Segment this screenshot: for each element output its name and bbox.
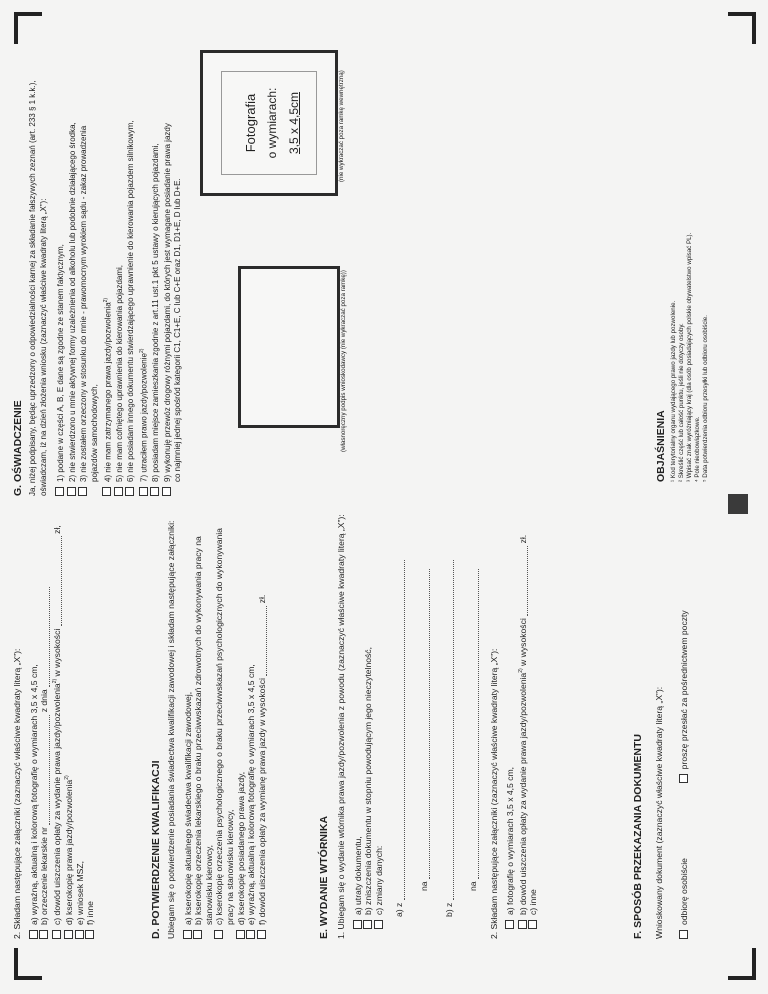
list-item-continuation: pracy na stanowisku kierowcy, [224,809,235,925]
section-d-qualifications [150,521,267,939]
section-g-title: G. OŚWIADCZENIE [12,400,24,496]
checkbox[interactable] [214,930,223,939]
corner-mark-bottom-left [728,948,756,980]
dotted-line[interactable] [396,560,405,900]
list-item[interactable]: c) dowód uiszczenia opłaty za wydanie prawa jazdy/pozwolenia$^{2)}$ w wysokości zł, [50,525,62,939]
checkbox[interactable] [85,930,94,939]
change-from-line[interactable]: a) z [394,539,405,917]
checkbox[interactable] [518,920,527,929]
checkbox[interactable] [39,930,48,939]
photo-caption: (nie wykraczać poza ramkę wewnętrzną) [338,70,345,182]
section-f-title: F. SPOSÓB PRZEKAZANIA DOKUMENTU [632,734,644,939]
list-item[interactable]: d) kserokopię prawa jazdy/pozwolenia$^{2)}$ [62,525,74,939]
checkbox[interactable] [29,930,38,939]
section-g-intro-1: Ja, niżej podpisany, będąc uprzedzony o odpowiedzialności karnej za składanie fałszywych zeznań (art. 233 § 1 k.k.), [28,80,37,496]
dotted-line[interactable] [519,546,528,616]
section-2-heading: 2. Składam następujące załączniki (zaznaczyć właściwe kwadraty literą „X”): [12,648,22,939]
checkbox[interactable] [363,920,372,929]
scan-registration-mark [728,494,748,514]
checkbox[interactable] [257,930,266,939]
change-from-line[interactable]: b) z [444,539,455,917]
checkbox[interactable] [353,920,362,929]
delivery-options: odbiorę osobiście proszę przesłać za pośrednictwem poczty [679,610,690,939]
change-to-line[interactable]: na [419,539,430,917]
list-item[interactable]: e) wyraźną, aktualną i kolorową fotografię o wymiarach 3,5 x 4,5 cm, [246,521,257,939]
checkbox[interactable] [78,487,87,496]
list-item[interactable]: c) kserokopię orzeczenia psychologicznego o braku przeciwwskazań psychologicznych do wykonywania [214,521,225,939]
dotted-line[interactable] [470,569,479,879]
list-item[interactable]: d) kserokopię posiadanego prawa jazdy, [236,521,247,939]
list-item-continuation: co najmniej jednej spośród kategorii C1, C1+E, C lub C+E oraz D1, D1+E, D lub D+E. [173,178,183,482]
list-item[interactable]: a) wyraźną, aktualną i kolorową fotografię o wymiarach 3,5 x 4,5 cm, [29,525,40,939]
list-item[interactable]: b) kserokopię orzeczenia lekarskiego o braku przeciwwskazań zdrowotnych do wykonywania pracy na [193,521,204,939]
section-g-declaration [12,26,184,496]
signature-caption: (własnoręczny podpis wnioskodawcy (nie wykraczać poza ramkę)) [340,270,347,452]
section-e-title: E. WYDANIE WTÓRNIKA [318,815,330,939]
section-d-intro: Ubiegam się o potwierdzenie posiadania świadectwa kwalifikacji zawodowej i składam następujące załączniki: [166,520,176,939]
checkbox[interactable] [193,930,202,939]
change-to-line[interactable]: na [468,539,479,917]
checkbox-post[interactable] [679,774,688,783]
section-2-attachments [12,525,96,939]
checkbox-pickup[interactable] [679,930,688,939]
dotted-line[interactable] [445,560,454,900]
checkbox[interactable] [52,930,61,939]
notes-title: OBJAŚNIENIA [655,410,667,482]
list-item[interactable]: c) inne [528,539,539,929]
note-item: ⁴ Pole nieobowiązkowe. [694,416,701,482]
checkbox[interactable] [75,930,84,939]
checkbox[interactable] [236,930,245,939]
dotted-line[interactable] [53,536,62,626]
checkbox[interactable] [55,487,64,496]
list-item[interactable]: b) zniszczenia dokumentu w stopniu powodującym jego nieczytelność, [363,539,374,929]
signature-box[interactable] [238,266,340,428]
list-item-continuation: pojazdów samochodowych, [89,384,99,482]
section-d-title: D. POTWIERDZENIE KWALIFIKACJI [150,760,162,939]
list-item[interactable]: a) fotografię o wymiarach 3,5 x 4,5 cm, [505,539,516,929]
photo-box[interactable] [200,50,338,196]
list-item[interactable]: 7) utraciłem prawo jazdy/pozwolenie$^{2)}$ [137,26,150,496]
section-e-duplicate [318,514,539,939]
section-e-q1: 1. Ubiegam się o wydanie wtórnika prawa jazdy/pozwolenia z powodu (zaznaczyć właściwe kwadraty literą „X”): [336,514,346,939]
section-e-q2: 2. Składam następujące załączniki (zaznaczyć właściwe kwadraty literą „X”): [488,648,499,939]
checkbox[interactable] [183,930,192,939]
checkbox[interactable] [246,930,255,939]
checkbox[interactable] [139,487,148,496]
section-g-intro-2: oświadczam, iż na dzień złożenia wniosku (zaznaczyć właściwe kwadraty literą „X”): [38,198,48,496]
checkbox[interactable] [125,487,134,496]
section-f-intro: Wnioskowany dokument (zaznaczyć właściwe kwadraty literą „X”): [654,686,664,939]
checkbox[interactable] [114,487,123,496]
list-item[interactable]: b) dowód uiszczenia opłaty za wydanie prawa jazdy/pozwolenia$^{2)}$ w wysokości zł. [516,539,528,929]
checkbox[interactable] [150,487,159,496]
dotted-line[interactable] [258,606,267,676]
checkbox[interactable] [374,920,383,929]
note-item: ¹ Kod terytorialny organu wydającego prawo jazdy lub pozwolenie. [670,300,677,482]
list-item[interactable]: 1) podane w części A, B, E dane są zgodne ze stanem faktycznym, [55,26,67,496]
list-item[interactable]: c) zmiany danych: [374,539,385,929]
list-item[interactable]: 3) nie zostałem orzeczony w stosunku do mnie - prawomocnym wyrokiem sądu - zakaz prowadzenia [78,26,90,496]
notes-section [655,233,710,482]
list-item[interactable]: 6) nie posiadam innego dokumentu stwierdzającego uprawnienie do kierowania pojazdem silnikowym, [125,26,137,496]
list-item[interactable]: 4) nie mam zatrzymanego prawa jazdy/pozwolenia$^{2)}$ [101,26,114,496]
list-item[interactable]: f) dowód uiszczenia opłaty za wymianę prawa jazdy w wysokości zł. [257,521,268,939]
checkbox[interactable] [528,920,537,929]
list-item[interactable]: 5) nie mam cofniętego uprawnienia do kierowania pojazdami, [114,26,126,496]
list-item[interactable]: b) orzeczenie lekarskie nr z dnia [39,525,50,939]
dotted-line[interactable] [41,715,50,825]
checkbox[interactable] [67,487,76,496]
list-item[interactable]: 9) wykonuję przewóz drogowy różnymi pojazdami, do których jest wymagane posiadanie prawa jazdy [162,26,174,496]
note-item: ² Skreślić część lub całość punktu, jeśli nie dotyczy osoby. [678,323,685,482]
note-item: ⁵ Data potwierdzenia odbioru przesyłki lub odbioru osobiście. [702,315,709,482]
corner-mark-bottom-right [728,12,756,44]
dotted-line[interactable] [41,587,50,687]
dotted-line[interactable] [421,569,430,879]
list-item[interactable]: e) wniosek MSZ, [75,525,86,939]
list-item[interactable]: 2) nie stwierdzono u mnie aktywnej formy uzależnienia od alkoholu lub podobnie działającego środka, [67,26,79,496]
checkbox[interactable] [64,930,73,939]
checkbox[interactable] [102,487,111,496]
note-item: ³ Wpisać znak wyróżniający kraj (dla osób posiadających polskie obywatelstwo wpisać PL). [686,232,693,482]
list-item[interactable]: 8) posiadam miejsce zamieszkania zgodnie z art.11 ust.1 pkt 5 ustawy o kierujących pojazdami, [150,26,162,496]
list-item[interactable]: f) inne [85,525,96,939]
photo-line2: o wymiarach: [265,87,279,159]
list-item-continuation: stanowisku kierowcy, [203,844,214,925]
photo-title: Fotografia [243,93,258,153]
list-item[interactable]: a) utraty dokumentu, [353,539,364,929]
section-f-delivery [632,610,689,939]
list-item[interactable]: a) kserokopię aktualnego świadectwa kwalifikacji zawodowej, [183,521,194,939]
checkbox[interactable] [505,920,514,929]
checkbox[interactable] [162,487,171,496]
photo-size: 3,5 x 4,5cm [287,91,301,155]
corner-mark-top-left [14,948,42,980]
